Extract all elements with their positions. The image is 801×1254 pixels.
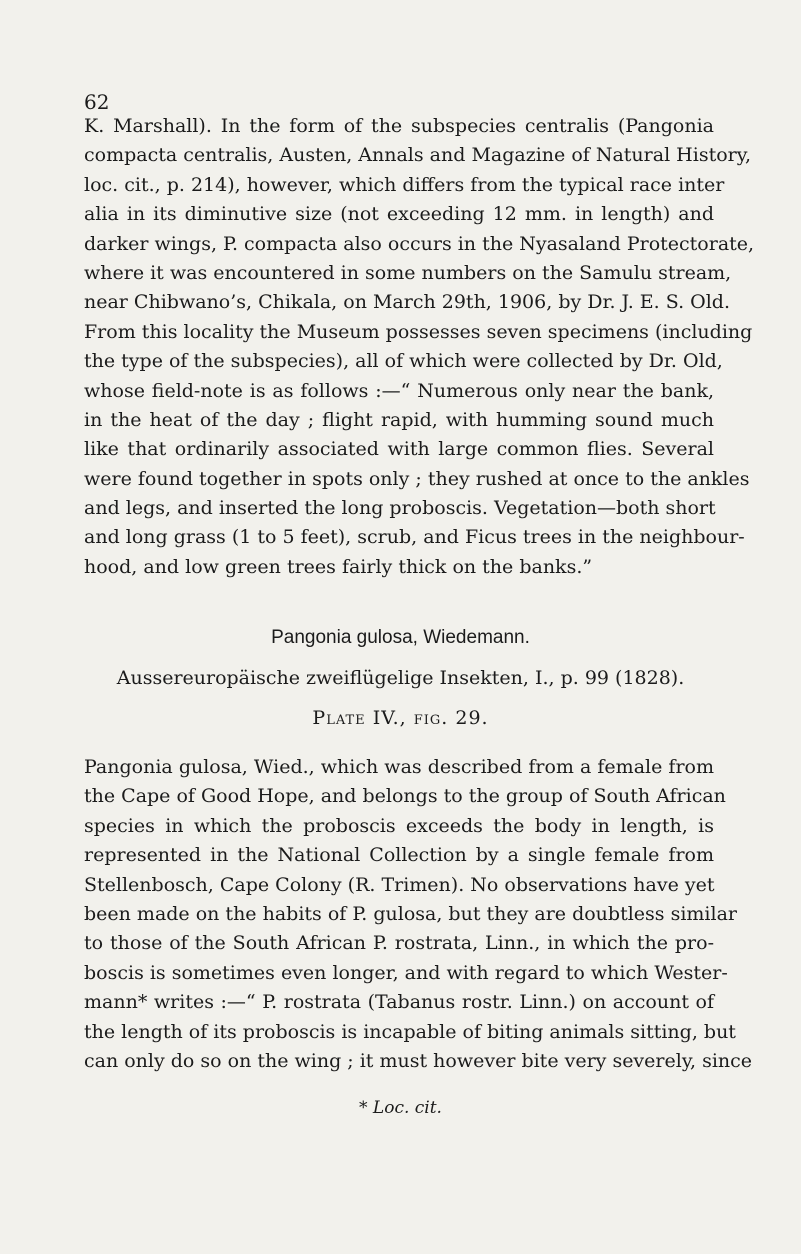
text-line: mann* writes :—“ P. rostrata (Tabanus rostr. Linn.) on account of (84, 991, 714, 1014)
text-line: K. Marshall). In the form of the subspecies centralis (Pangonia (84, 115, 714, 137)
text-line: hood, and low green trees fairly thick on the banks.” (84, 555, 593, 578)
paragraph-gulosa (84, 753, 753, 1076)
footnote: * Loc. cit. (359, 1098, 442, 1118)
text-line: From this locality the Museum possesses seven specimens (including (84, 320, 753, 343)
text-line: been made on the habits of P. gulosa, but they are doubtless similar (84, 902, 737, 925)
plate-reference (0, 706, 801, 730)
text-line: where it was encountered in some numbers on the Samulu stream, (84, 261, 732, 284)
text-line: Stellenbosch, Cape Colony (R. Trimen). No observations have yet (84, 873, 715, 896)
text-line: Pangonia gulosa, Wied., which was described from a female from (84, 756, 714, 778)
text-line: species in which the proboscis exceeds the body in length, is (84, 814, 714, 837)
text-line: the Cape of Good Hope, and belongs to the group of South African (84, 785, 726, 808)
text-line: whose field-note is as follows :—“ Numerous only near the bank, (84, 379, 714, 402)
paragraph-marshall-compacta (84, 112, 755, 582)
species-citation: Aussereuropäische zweiflügelige Insekten, I., p. 99 (1828). (116, 667, 685, 689)
text-line: compacta centralis, Austen, Annals and Magazine of Natural History, (84, 144, 751, 167)
text-line: the type of the subspecies), all of which were collected by Dr. Old, (84, 350, 723, 373)
text-line: like that ordinarily associated with large common flies. Several (84, 438, 714, 461)
text-line: alia in its diminutive size (not exceeding 12 mm. in length) and (84, 203, 714, 226)
page-number: 62 (84, 90, 110, 114)
text-line: and legs, and inserted the long proboscis. Vegetation—both short (84, 497, 716, 520)
text-line: can only do so on the wing ; it must however bite very severely, since (84, 1049, 753, 1072)
plate-label: Plate IV., fig. 29. (312, 707, 489, 729)
text-line: were found together in spots only ; they rushed at once to the ankles (84, 467, 750, 490)
text-line: in the heat of the day ; flight rapid, with humming sound much (84, 408, 714, 431)
species-heading: Pangonia gulosa, Wiedemann. (271, 627, 530, 648)
text-line: boscis is sometimes even longer, and with regard to which Wester- (84, 961, 728, 984)
text-line: to those of the South African P. rostrata, Linn., in which the pro- (84, 932, 714, 955)
text-line: darker wings, P. compacta also occurs in the Nyasaland Protectorate, (84, 232, 755, 255)
text-line: represented in the National Collection by a single female from (84, 844, 714, 867)
text-line: the length of its proboscis is incapable of biting animals sitting, but (84, 1020, 736, 1043)
text-line: loc. cit., p. 214), however, which differs from the typical race inter (84, 173, 725, 196)
text-line: near Chibwano’s, Chikala, on March 29th, 1906, by Dr. J. E. S. Old. (84, 291, 730, 314)
text-line: and long grass (1 to 5 feet), scrub, and Ficus trees in the neighbour- (84, 526, 745, 549)
